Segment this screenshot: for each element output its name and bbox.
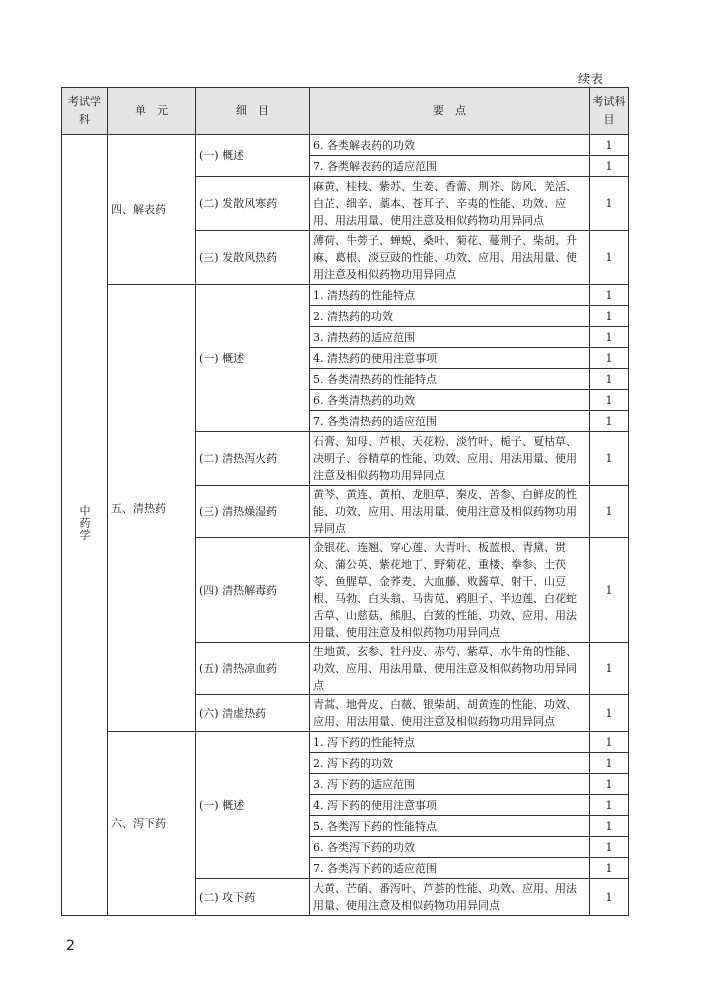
syllabus-table <box>61 87 629 916</box>
point-cell: 5. 各类清热药的性能特点 <box>310 369 590 390</box>
point-cell: 5. 各类泻下药的性能特点 <box>310 816 590 837</box>
count-cell: 1 <box>590 538 629 643</box>
header-count: 考试科目 <box>590 88 629 135</box>
point-cell: 2. 清热药的功效 <box>310 306 590 327</box>
count-cell: 1 <box>590 732 629 753</box>
point-cell: 2. 泻下药的功效 <box>310 753 590 774</box>
count-cell: 1 <box>590 369 629 390</box>
page-number: 2 <box>66 938 75 954</box>
point-cell: 大黄、芒硝、番泻叶、芦荟的性能、功效、应用、用法用量、使用注意及相似药物功用异同点 <box>310 879 590 916</box>
count-cell: 1 <box>590 327 629 348</box>
header-points: 要 点 <box>310 88 590 135</box>
count-cell: 1 <box>590 156 629 177</box>
detail-cell: (三) 清热燥湿药 <box>196 486 310 538</box>
header-row <box>62 88 629 135</box>
detail-cell: (五) 清热凉血药 <box>196 643 310 695</box>
count-cell: 1 <box>590 858 629 879</box>
unit-cell: 四、解表药 <box>108 135 196 285</box>
header-detail: 细 目 <box>196 88 310 135</box>
count-cell: 1 <box>590 432 629 486</box>
point-cell: 麻黄、桂枝、紫苏、生姜、香薷、荆芥、防风、羌活、白芷、细辛、藁本、苍耳子、辛夷的性能、功效、应用、用法用量、使用注意及相似药物功用异同点 <box>310 177 590 231</box>
point-cell: 6. 各类清热药的功效 <box>310 390 590 411</box>
point-cell: 7. 各类解表药的适应范围 <box>310 156 590 177</box>
count-cell: 1 <box>590 695 629 732</box>
detail-cell: (二) 攻下药 <box>196 879 310 916</box>
count-cell: 1 <box>590 795 629 816</box>
subject-label: 中药学 <box>78 504 91 541</box>
count-cell: 1 <box>590 135 629 156</box>
detail-cell: (四) 清热解毒药 <box>196 538 310 643</box>
count-cell: 1 <box>590 486 629 538</box>
point-cell: 7. 各类清热药的适应范围 <box>310 411 590 432</box>
count-cell: 1 <box>590 306 629 327</box>
count-cell: 1 <box>590 348 629 369</box>
detail-cell: (二) 清热泻火药 <box>196 432 310 486</box>
unit-cell: 六、泻下药 <box>108 732 196 916</box>
count-cell: 1 <box>590 837 629 858</box>
point-cell: 1. 泻下药的性能特点 <box>310 732 590 753</box>
point-cell: 黄芩、黄连、黄柏、龙胆草、秦皮、苦参、白鲜皮的性能、功效、应用、用法用量、使用注意及相似药物功用异同点 <box>310 486 590 538</box>
point-cell: 6. 各类泻下药的功效 <box>310 837 590 858</box>
header-subject: 考试学科 <box>62 88 108 135</box>
count-cell: 1 <box>590 411 629 432</box>
count-cell: 1 <box>590 177 629 231</box>
detail-cell: (六) 清虚热药 <box>196 695 310 732</box>
point-cell: 青蒿、地骨皮、白薇、银柴胡、胡黄连的性能、功效、应用、用法用量、使用注意及相似药物功用异同点 <box>310 695 590 732</box>
point-cell: 6. 各类解表药的功效 <box>310 135 590 156</box>
table-row <box>62 285 629 306</box>
detail-cell: (一) 概述 <box>196 135 310 177</box>
count-cell: 1 <box>590 285 629 306</box>
unit-cell: 五、清热药 <box>108 285 196 732</box>
detail-cell: (一) 概述 <box>196 732 310 879</box>
count-cell: 1 <box>590 643 629 695</box>
point-cell: 1. 清热药的性能特点 <box>310 285 590 306</box>
subject-cell <box>62 135 108 916</box>
point-cell: 7. 各类泻下药的适应范围 <box>310 858 590 879</box>
point-cell: 3. 泻下药的适应范围 <box>310 774 590 795</box>
count-cell: 1 <box>590 231 629 285</box>
point-cell: 薄荷、牛蒡子、蝉蜕、桑叶、菊花、蔓荆子、柴胡、升麻、葛根、淡豆豉的性能、功效、应用、用法用量、使用注意及相似药物功用异同点 <box>310 231 590 285</box>
count-cell: 1 <box>590 390 629 411</box>
detail-cell: (一) 概述 <box>196 285 310 432</box>
point-cell: 4. 泻下药的使用注意事项 <box>310 795 590 816</box>
point-cell: 4. 清热药的使用注意事项 <box>310 348 590 369</box>
point-cell: 金银花、连翘、穿心莲、大青叶、板蓝根、青黛、贯众、蒲公英、紫花地丁、野菊花、重楼、拳参、土茯苓、鱼腥草、金荞麦、大血藤、败酱草、射干、山豆根、马勃、白头翁、马齿苋、鸦胆子、半边莲、白花蛇舌草、山慈菇、熊胆、白蔹的性能、功效、应用、用法用量、使用注意及相似药物功用异同点 <box>310 538 590 643</box>
count-cell: 1 <box>590 879 629 916</box>
table-row <box>62 732 629 753</box>
table-row <box>62 135 629 156</box>
count-cell: 1 <box>590 816 629 837</box>
detail-cell: (二) 发散风寒药 <box>196 177 310 231</box>
continued-label: 续表 <box>578 72 605 86</box>
point-cell: 3. 清热药的适应范围 <box>310 327 590 348</box>
count-cell: 1 <box>590 774 629 795</box>
point-cell: 生地黄、玄参、牡丹皮、赤芍、紫草、水牛角的性能、功效、应用、用法用量、使用注意及相似药物功用异同点 <box>310 643 590 695</box>
header-unit: 单 元 <box>108 88 196 135</box>
point-cell: 石膏、知母、芦根、天花粉、淡竹叶、栀子、夏枯草、决明子、谷精草的性能、功效、应用、用法用量、使用注意及相似药物功用异同点 <box>310 432 590 486</box>
detail-cell: (三) 发散风热药 <box>196 231 310 285</box>
count-cell: 1 <box>590 753 629 774</box>
